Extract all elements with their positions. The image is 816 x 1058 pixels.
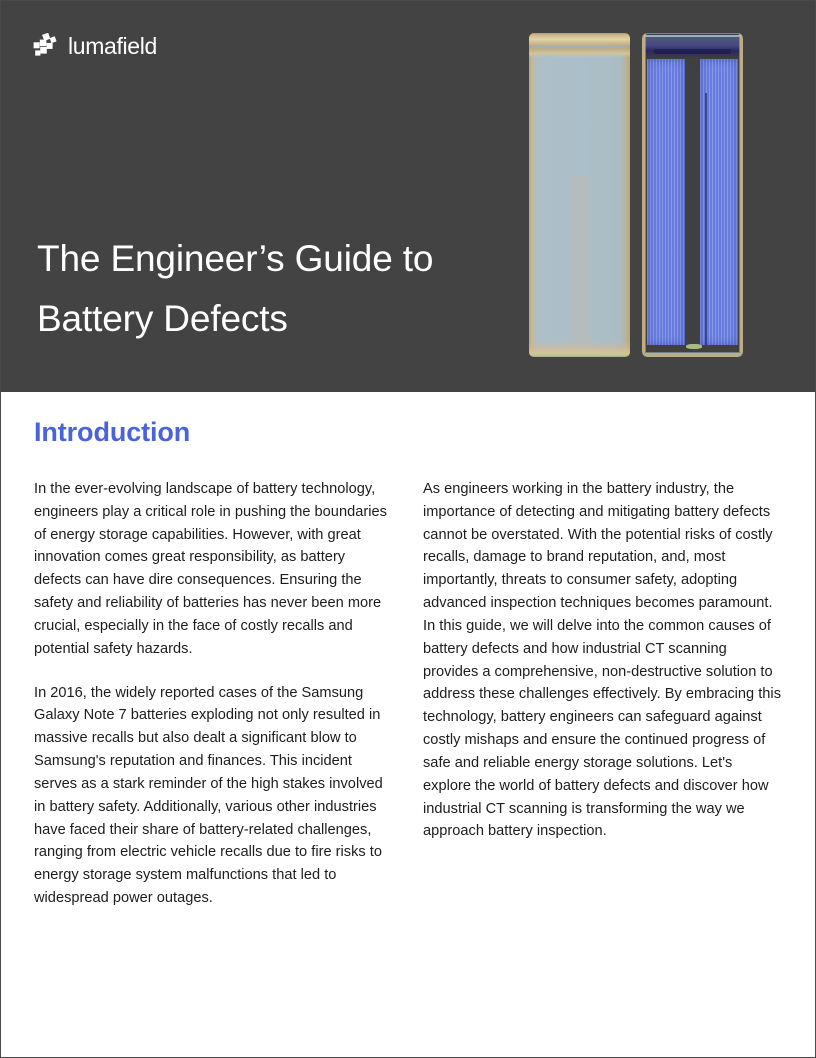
cell-scan-left — [529, 33, 630, 357]
brand-lockup — [32, 32, 157, 60]
left-column — [34, 478, 395, 910]
lumafield-pinwheel-icon — [32, 33, 58, 59]
paragraph: In 2016, the widely reported cases of the Samsung Galaxy Note 7 batteries exploding not only resulted in massive recalls but also dealt a significant blow to Samsung's reputation and finances. This incident serves as a stark reminder of the high stakes involved in battery safety. Additionally, various other industries have faced their share of battery-related challenges, ranging from electric vehicle recalls due to fire risks to energy storage system malfunctions that led to widespread power outages. — [34, 684, 383, 907]
page-title: The Engineer’s Guide to Battery Defects — [37, 238, 434, 339]
cell-right-canister-wall — [642, 33, 743, 357]
cell-left-center-pin — [570, 176, 589, 347]
cell-scan-right — [642, 33, 743, 357]
two-column-text — [34, 478, 785, 910]
brand-wordmark: lumafield — [68, 32, 157, 59]
section-heading-introduction: Introduction — [34, 417, 191, 447]
paragraph: As engineers working in the battery industry, the importance of detecting and mitigating battery defects cannot be overstated. With the potential risks of costly recalls, damage to brand reputation, and, most importantly, threats to consumer safety, adopting advanced inspection techniques becomes paramount. In this guide, we will delve into the common causes of battery defects and how industrial CT scanning provides a comprehensive, non-destructive solution to address these challenges effectively. By embracing this technology, battery engineers can safeguard against costly mishaps and ensure the continued progress of safe and reliable energy storage solutions. Let's explore the world of battery defects and discover how industrial CT scanning is transforming the way we approach battery inspection. — [423, 481, 781, 840]
paragraph: In the ever-evolving landscape of battery technology, engineers play a critical role in pushing the boundaries of energy storage capabilities. However, with great innovation comes great responsibility, as battery defects can have dire consequences. Ensuring the safety and reliability of batteries has never been more crucial, especially in the face of costly recalls and potential safety hazards. — [34, 481, 387, 657]
hero-banner — [1, 1, 816, 392]
right-column — [423, 478, 784, 910]
battery-ct-scan-figure — [523, 33, 749, 357]
